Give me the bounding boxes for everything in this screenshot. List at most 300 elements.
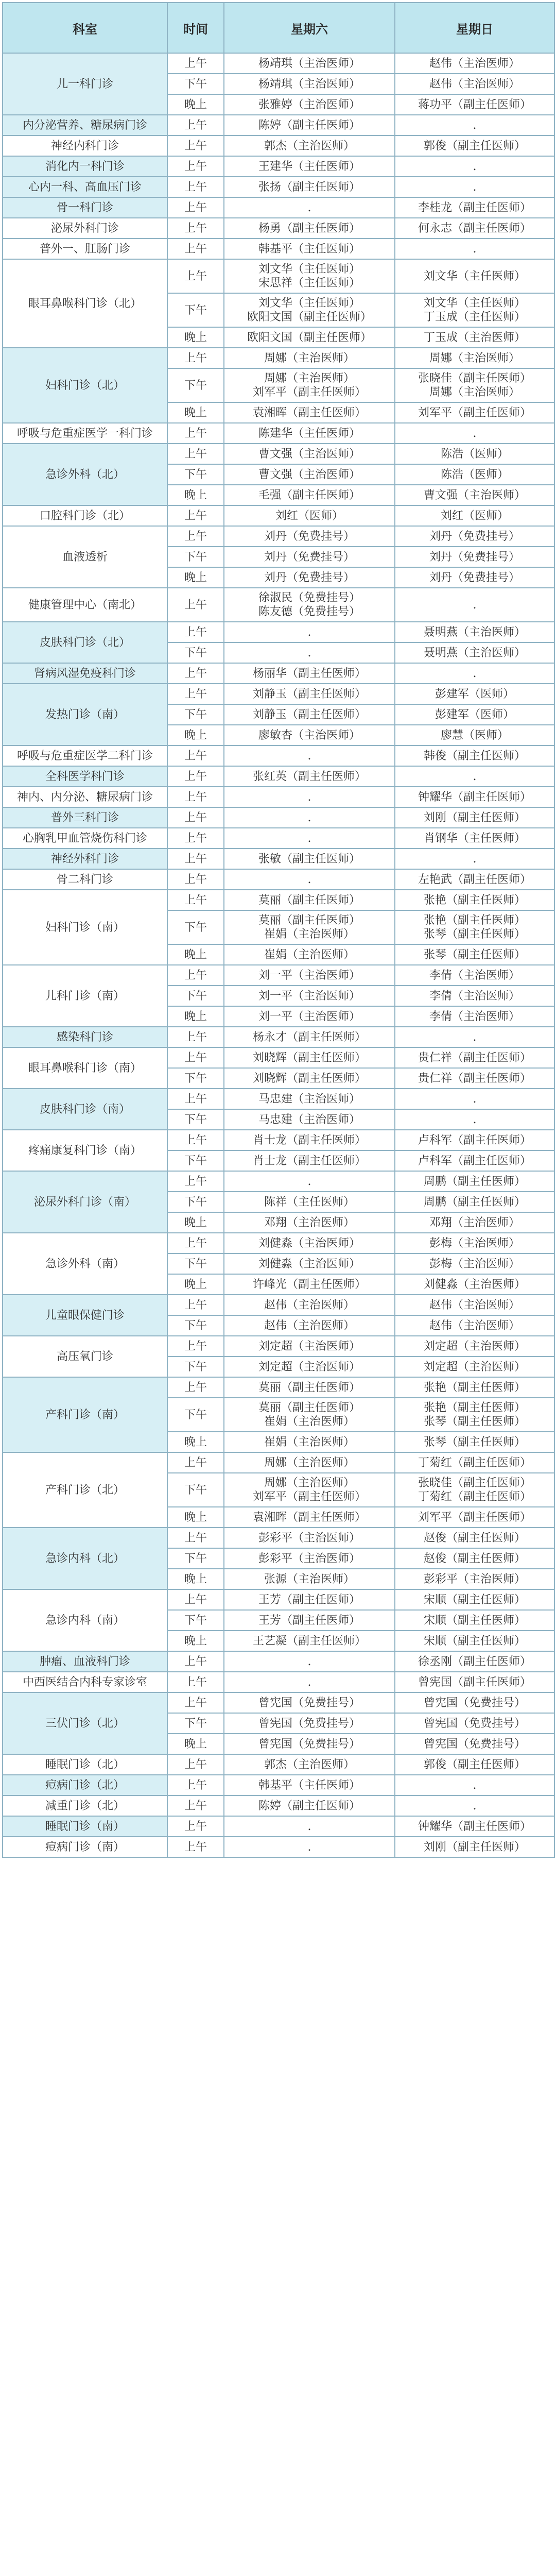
- table-row: [3, 218, 554, 239]
- session-time: 晚上: [167, 327, 224, 348]
- sunday-doctor-cell: [395, 1795, 554, 1816]
- sunday-doctor-cell: [395, 1569, 554, 1589]
- sunday-doctor-cell: [395, 1507, 554, 1528]
- doctor-entry: 刘定超（主治医师）: [423, 1340, 526, 1353]
- doctor-entry: 王艺凝（副主任医师）: [252, 1634, 366, 1648]
- doctor-entry: 赵伟（主治医师）: [264, 1298, 355, 1312]
- doctor-entry: 聂明燕（主治医师）: [423, 646, 526, 659]
- table-row: [3, 135, 554, 156]
- saturday-doctor-cell: [224, 1837, 395, 1857]
- session-time: 上午: [167, 1295, 224, 1315]
- department-name: 神经外科门诊: [3, 849, 167, 869]
- session-time: 上午: [167, 1837, 224, 1857]
- department-name: 皮肤科门诊（南）: [3, 1089, 167, 1130]
- doctor-entry: 张红英（副主任医师）: [252, 770, 366, 783]
- doctor-entry: 袁湘晖（副主任医师）: [252, 1511, 366, 1524]
- session-time: 下午: [167, 464, 224, 485]
- doctor-entry: .: [307, 873, 311, 886]
- doctor-entry: 刘文华（主任医师）: [423, 297, 526, 310]
- doctor-entry: 韩基平（主任医师）: [258, 1778, 360, 1792]
- doctor-entry: 曾宪国（免费挂号）: [423, 1717, 526, 1730]
- session-time: 上午: [167, 197, 224, 218]
- sunday-doctor-cell: [395, 1109, 554, 1130]
- saturday-doctor-cell: [224, 1548, 395, 1569]
- sunday-doctor-cell: [395, 1027, 554, 1047]
- doctor-entry: 李倩（主治医师）: [429, 969, 520, 982]
- doctor-entry: 卢科军（副主任医师）: [418, 1133, 531, 1147]
- doctor-entry: 肖士龙（副主任医师）: [252, 1154, 366, 1167]
- doctor-entry: 钟耀华（副主任医师）: [418, 1820, 531, 1833]
- header-department: 科室: [3, 3, 167, 53]
- table-row: [3, 745, 554, 766]
- saturday-doctor-cell: [224, 94, 395, 115]
- saturday-doctor-cell: [224, 156, 395, 177]
- doctor-entry: 廖慧（医师）: [440, 728, 509, 742]
- sunday-doctor-cell: [395, 787, 554, 807]
- doctor-entry: 徐淑民（免费挂号）: [258, 591, 360, 604]
- saturday-doctor-cell: [224, 1816, 395, 1837]
- saturday-doctor-cell: [224, 1377, 395, 1398]
- doctor-entry: .: [307, 790, 311, 804]
- doctor-entry: 崔娟（主治医师）: [264, 928, 355, 941]
- saturday-doctor-cell: [224, 1528, 395, 1548]
- doctor-entry: 赵俊（副主任医师）: [423, 1552, 526, 1565]
- table-row: [3, 1171, 554, 1192]
- doctor-entry: .: [307, 625, 311, 639]
- session-time: 上午: [167, 1672, 224, 1692]
- session-time: 下午: [167, 368, 224, 402]
- session-time: 上午: [167, 1795, 224, 1816]
- header-saturday: 星期六: [224, 3, 395, 53]
- department-name: 高压氧门诊: [3, 1336, 167, 1377]
- saturday-doctor-cell: [224, 423, 395, 444]
- department-name: 消化内一科门诊: [3, 156, 167, 177]
- doctor-entry: 周娜（主治医师）: [264, 372, 355, 385]
- session-time: 上午: [167, 177, 224, 197]
- department-name: 减重门诊（北）: [3, 1795, 167, 1816]
- department-name: 内分泌营养、糖尿病门诊: [3, 115, 167, 135]
- doctor-entry: .: [473, 598, 477, 612]
- doctor-entry: 徐丞刚（副主任医师）: [418, 1655, 531, 1668]
- saturday-doctor-cell: [224, 1610, 395, 1631]
- doctor-entry: 欧阳文国（副主任医师）: [247, 331, 372, 344]
- session-time: 下午: [167, 547, 224, 567]
- session-time: 上午: [167, 1130, 224, 1150]
- saturday-doctor-cell: [224, 526, 395, 547]
- doctor-entry: 曹文强（主治医师）: [258, 468, 360, 481]
- doctor-entry: .: [307, 1675, 311, 1689]
- doctor-entry: 张晓佳（副主任医师）: [418, 372, 531, 385]
- saturday-doctor-cell: [224, 464, 395, 485]
- doctor-entry: .: [473, 242, 477, 256]
- saturday-doctor-cell: [224, 1589, 395, 1610]
- sunday-doctor-cell: [395, 464, 554, 485]
- saturday-doctor-cell: [224, 1672, 395, 1692]
- sunday-doctor-cell: [395, 1171, 554, 1192]
- saturday-doctor-cell: [224, 1754, 395, 1775]
- doctor-entry: 曾宪国（副主任医师）: [418, 1675, 531, 1689]
- saturday-doctor-cell: [224, 1734, 395, 1754]
- doctor-entry: 张琴（副主任医师）: [423, 928, 526, 941]
- sunday-doctor-cell: [395, 965, 554, 986]
- session-time: 上午: [167, 1089, 224, 1109]
- session-time: 晚上: [167, 1274, 224, 1295]
- saturday-doctor-cell: [224, 1068, 395, 1089]
- doctor-entry: 张艳（副主任医师）: [423, 914, 526, 927]
- table-row: [3, 239, 554, 259]
- saturday-doctor-cell: [224, 1651, 395, 1672]
- doctor-entry: 赵伟（主治医师）: [429, 1319, 520, 1332]
- sunday-doctor-cell: [395, 1816, 554, 1837]
- saturday-doctor-cell: [224, 1047, 395, 1068]
- department-name: 骨二科门诊: [3, 869, 167, 890]
- department-name: 感染科门诊: [3, 1027, 167, 1047]
- department-name: 急诊内科（北）: [3, 1528, 167, 1589]
- sunday-doctor-cell: [395, 156, 554, 177]
- doctor-entry: 曾宪国（免费挂号）: [423, 1737, 526, 1751]
- saturday-doctor-cell: [224, 807, 395, 828]
- doctor-entry: 莫丽（副主任医师）: [258, 1381, 360, 1394]
- saturday-doctor-cell: [224, 766, 395, 787]
- session-time: 上午: [167, 869, 224, 890]
- saturday-doctor-cell: [224, 1027, 395, 1047]
- session-time: 上午: [167, 745, 224, 766]
- department-name: 痘病门诊（北）: [3, 1775, 167, 1795]
- doctor-entry: 周鹏（副主任医师）: [423, 1175, 526, 1188]
- doctor-entry: 陈友德（免费挂号）: [258, 605, 360, 618]
- saturday-doctor-cell: [224, 293, 395, 327]
- table-row: [3, 1692, 554, 1713]
- doctor-entry: 许峰光（副主任医师）: [252, 1278, 366, 1291]
- table-row: [3, 766, 554, 787]
- doctor-entry: 张艳（副主任医师）: [423, 1381, 526, 1394]
- saturday-doctor-cell: [224, 547, 395, 567]
- table-row: [3, 787, 554, 807]
- saturday-doctor-cell: [224, 642, 395, 663]
- doctor-entry: 欧阳文国（副主任医师）: [247, 311, 372, 324]
- doctor-entry: 彭梅（主治医师）: [429, 1236, 520, 1250]
- saturday-doctor-cell: [224, 890, 395, 910]
- session-time: 上午: [167, 807, 224, 828]
- doctor-entry: 李桂龙（副主任医师）: [418, 201, 531, 214]
- sunday-doctor-cell: [395, 910, 554, 944]
- table-header: [3, 3, 554, 53]
- saturday-doctor-cell: [224, 1692, 395, 1713]
- doctor-entry: .: [473, 1030, 477, 1044]
- table-row: [3, 1130, 554, 1150]
- sunday-doctor-cell: [395, 1253, 554, 1274]
- saturday-doctor-cell: [224, 684, 395, 704]
- doctor-entry: 郭俊（副主任医师）: [423, 139, 526, 152]
- doctor-entry: 杨靖琪（主治医师）: [258, 77, 360, 91]
- sunday-doctor-cell: [395, 1212, 554, 1233]
- department-name: 血液透析: [3, 526, 167, 588]
- sunday-doctor-cell: [395, 1432, 554, 1452]
- session-time: 晚上: [167, 94, 224, 115]
- saturday-doctor-cell: [224, 402, 395, 423]
- saturday-doctor-cell: [224, 1432, 395, 1452]
- doctor-entry: 杨靖琪（主治医师）: [258, 57, 360, 70]
- department-name: 呼吸与危重症医学二科门诊: [3, 745, 167, 766]
- session-time: 晚上: [167, 1432, 224, 1452]
- saturday-doctor-cell: [224, 986, 395, 1006]
- saturday-doctor-cell: [224, 485, 395, 505]
- sunday-doctor-cell: [395, 239, 554, 259]
- saturday-doctor-cell: [224, 135, 395, 156]
- doctor-entry: 廖敏杏（主治医师）: [258, 728, 360, 742]
- doctor-entry: 丁玉成（主治医师）: [423, 331, 526, 344]
- doctor-entry: 刘丹（免费挂号）: [264, 550, 355, 564]
- table-row: [3, 1837, 554, 1857]
- doctor-entry: 周娜（主治医师）: [429, 351, 520, 365]
- session-time: 上午: [167, 766, 224, 787]
- department-name: 肿瘤、血液科门诊: [3, 1651, 167, 1672]
- doctor-entry: 曹文强（主治医师）: [423, 488, 526, 502]
- doctor-entry: 郭杰（主治医师）: [264, 1758, 355, 1771]
- saturday-doctor-cell: [224, 1357, 395, 1377]
- saturday-doctor-cell: [224, 368, 395, 402]
- doctor-entry: 张琴（副主任医师）: [423, 1435, 526, 1449]
- session-time: 下午: [167, 1713, 224, 1734]
- sunday-doctor-cell: [395, 567, 554, 588]
- saturday-doctor-cell: [224, 1006, 395, 1027]
- department-name: 口腔科门诊（北）: [3, 505, 167, 526]
- sunday-doctor-cell: [395, 1398, 554, 1432]
- sunday-doctor-cell: [395, 944, 554, 965]
- doctor-entry: 聂明燕（主治医师）: [423, 625, 526, 639]
- saturday-doctor-cell: [224, 1795, 395, 1816]
- sunday-doctor-cell: [395, 890, 554, 910]
- sunday-doctor-cell: [395, 259, 554, 293]
- doctor-entry: 刘一平（主治医师）: [258, 1010, 360, 1023]
- doctor-entry: 贵仁祥（副主任医师）: [418, 1051, 531, 1064]
- doctor-entry: 刘定超（主治医师）: [258, 1340, 360, 1353]
- session-time: 上午: [167, 1651, 224, 1672]
- saturday-doctor-cell: [224, 1315, 395, 1336]
- doctor-entry: 杨丽华（副主任医师）: [252, 667, 366, 680]
- session-time: 晚上: [167, 1734, 224, 1754]
- session-time: 上午: [167, 849, 224, 869]
- department-name: 骨一科门诊: [3, 197, 167, 218]
- table-row: [3, 1816, 554, 1837]
- doctor-entry: 刘丹（免费挂号）: [264, 530, 355, 543]
- doctor-entry: 何永志（副主任医师）: [418, 222, 531, 235]
- session-time: 上午: [167, 1233, 224, 1253]
- doctor-entry: 刘定超（主治医师）: [423, 1360, 526, 1374]
- saturday-doctor-cell: [224, 259, 395, 293]
- table-row: [3, 1795, 554, 1816]
- table-row: [3, 684, 554, 704]
- sunday-doctor-cell: [395, 704, 554, 725]
- saturday-doctor-cell: [224, 1295, 395, 1315]
- saturday-doctor-cell: [224, 197, 395, 218]
- saturday-doctor-cell: [224, 1192, 395, 1212]
- doctor-entry: 贵仁祥（副主任医师）: [418, 1072, 531, 1085]
- doctor-entry: 张扬（副主任医师）: [258, 180, 360, 194]
- session-time: 下午: [167, 1610, 224, 1631]
- doctor-entry: 刘刚（副主任医师）: [423, 811, 526, 824]
- table-row: [3, 622, 554, 642]
- saturday-doctor-cell: [224, 910, 395, 944]
- doctor-entry: 郭俊（副主任医师）: [423, 1758, 526, 1771]
- header-time: 时间: [167, 3, 224, 53]
- session-time: 晚上: [167, 1569, 224, 1589]
- sunday-doctor-cell: [395, 74, 554, 94]
- saturday-doctor-cell: [224, 1233, 395, 1253]
- saturday-doctor-cell: [224, 944, 395, 965]
- session-time: 上午: [167, 218, 224, 239]
- doctor-entry: 邓翔（主治医师）: [264, 1216, 355, 1229]
- table-row: [3, 849, 554, 869]
- doctor-entry: 赵伟（主治医师）: [429, 1298, 520, 1312]
- session-time: 上午: [167, 787, 224, 807]
- doctor-entry: .: [473, 667, 477, 680]
- doctor-entry: .: [473, 427, 477, 440]
- saturday-doctor-cell: [224, 1150, 395, 1171]
- saturday-doctor-cell: [224, 704, 395, 725]
- saturday-doctor-cell: [224, 1130, 395, 1150]
- sunday-doctor-cell: [395, 1089, 554, 1109]
- saturday-doctor-cell: [224, 1109, 395, 1130]
- doctor-entry: 赵伟（主治医师）: [429, 77, 520, 91]
- table-row: [3, 1027, 554, 1047]
- doctor-entry: 韩俊（副主任医师）: [423, 749, 526, 762]
- table-row: [3, 444, 554, 464]
- session-time: 上午: [167, 156, 224, 177]
- doctor-entry: .: [307, 811, 311, 824]
- saturday-doctor-cell: [224, 567, 395, 588]
- doctor-entry: 杨勇（副主任医师）: [258, 222, 360, 235]
- sunday-doctor-cell: [395, 327, 554, 348]
- sunday-doctor-cell: [395, 293, 554, 327]
- saturday-doctor-cell: [224, 869, 395, 890]
- doctor-entry: 刘丹（免费挂号）: [429, 530, 520, 543]
- sunday-doctor-cell: [395, 1452, 554, 1473]
- saturday-doctor-cell: [224, 1473, 395, 1507]
- sunday-doctor-cell: [395, 1528, 554, 1548]
- session-time: 下午: [167, 1150, 224, 1171]
- sunday-doctor-cell: [395, 1610, 554, 1631]
- doctor-entry: .: [473, 180, 477, 194]
- doctor-entry: 陈浩（医师）: [440, 447, 509, 461]
- session-time: 上午: [167, 444, 224, 464]
- doctor-entry: 刘军平（副主任医师）: [418, 1511, 531, 1524]
- doctor-entry: .: [473, 160, 477, 173]
- doctor-entry: 马忠建（主治医师）: [258, 1092, 360, 1106]
- doctor-entry: 丁玉成（主任医师）: [423, 311, 526, 324]
- doctor-entry: .: [307, 646, 311, 659]
- department-name: 普外一、肛肠门诊: [3, 239, 167, 259]
- session-time: 上午: [167, 1589, 224, 1610]
- doctor-entry: .: [307, 1820, 311, 1833]
- doctor-entry: 张艳（副主任医师）: [423, 893, 526, 907]
- session-time: 上午: [167, 828, 224, 849]
- sunday-doctor-cell: [395, 402, 554, 423]
- department-name: 普外三科门诊: [3, 807, 167, 828]
- doctor-entry: .: [473, 770, 477, 783]
- saturday-doctor-cell: [224, 239, 395, 259]
- sunday-doctor-cell: [395, 1692, 554, 1713]
- sunday-doctor-cell: [395, 869, 554, 890]
- session-time: 上午: [167, 53, 224, 74]
- session-time: 上午: [167, 348, 224, 368]
- doctor-entry: 彭彩平（主治医师）: [258, 1552, 360, 1565]
- doctor-entry: 刘健淼（主治医师）: [258, 1257, 360, 1270]
- doctor-entry: 刘文华（主任医师）: [258, 263, 360, 276]
- session-time: 下午: [167, 986, 224, 1006]
- doctor-entry: 刘一平（主治医师）: [258, 989, 360, 1003]
- doctor-entry: 李倩（主治医师）: [429, 989, 520, 1003]
- sunday-doctor-cell: [395, 115, 554, 135]
- saturday-doctor-cell: [224, 327, 395, 348]
- session-time: 上午: [167, 663, 224, 684]
- session-time: 下午: [167, 642, 224, 663]
- session-time: 晚上: [167, 1006, 224, 1027]
- doctor-entry: 杨永才（副主任医师）: [252, 1030, 366, 1044]
- doctor-entry: .: [473, 1113, 477, 1126]
- sunday-doctor-cell: [395, 588, 554, 622]
- department-name: 妇科门诊（北）: [3, 348, 167, 423]
- table-row: [3, 156, 554, 177]
- sunday-doctor-cell: [395, 1295, 554, 1315]
- doctor-entry: 莫丽（副主任医师）: [258, 1401, 360, 1414]
- department-name: 神内、内分泌、糖尿病门诊: [3, 787, 167, 807]
- doctor-entry: .: [307, 201, 311, 214]
- sunday-doctor-cell: [395, 53, 554, 74]
- saturday-doctor-cell: [224, 745, 395, 766]
- doctor-entry: 卢科军（副主任医师）: [418, 1154, 531, 1167]
- sunday-doctor-cell: [395, 505, 554, 526]
- session-time: 上午: [167, 239, 224, 259]
- saturday-doctor-cell: [224, 74, 395, 94]
- saturday-doctor-cell: [224, 1253, 395, 1274]
- doctor-entry: 刘健淼（主治医师）: [258, 1236, 360, 1250]
- doctor-entry: 韩基平（主任医师）: [258, 242, 360, 256]
- table-row: [3, 423, 554, 444]
- doctor-entry: 刘晓辉（副主任医师）: [252, 1072, 366, 1085]
- table-row: [3, 526, 554, 547]
- session-time: 上午: [167, 1775, 224, 1795]
- sunday-doctor-cell: [395, 745, 554, 766]
- saturday-doctor-cell: [224, 53, 395, 74]
- doctor-entry: .: [307, 749, 311, 762]
- department-name: 急诊内科（南）: [3, 1589, 167, 1651]
- sunday-doctor-cell: [395, 1713, 554, 1734]
- table-row: [3, 1336, 554, 1357]
- department-name: 痘病门诊（南）: [3, 1837, 167, 1857]
- sunday-doctor-cell: [395, 1631, 554, 1651]
- sunday-doctor-cell: [395, 1377, 554, 1398]
- session-time: 晚上: [167, 1507, 224, 1528]
- department-name: 心胸乳甲血管烧伤科门诊: [3, 828, 167, 849]
- session-time: 上午: [167, 1171, 224, 1192]
- doctor-entry: 刘一平（主治医师）: [258, 969, 360, 982]
- doctor-entry: 周娜（主治医师）: [264, 1477, 355, 1489]
- department-name: 泌尿外科门诊（南）: [3, 1171, 167, 1233]
- table-row: [3, 348, 554, 368]
- doctor-entry: 周娜（主治医师）: [429, 386, 520, 399]
- session-time: 下午: [167, 74, 224, 94]
- session-time: 晚上: [167, 485, 224, 505]
- sunday-doctor-cell: [395, 1775, 554, 1795]
- saturday-doctor-cell: [224, 218, 395, 239]
- doctor-entry: 丁菊红（副主任医师）: [418, 1456, 531, 1469]
- saturday-doctor-cell: [224, 849, 395, 869]
- doctor-entry: 宋思祥（主任医师）: [258, 277, 360, 290]
- department-name: 健康管理中心（南北）: [3, 588, 167, 622]
- department-name: 疼痛康复科门诊（南）: [3, 1130, 167, 1171]
- doctor-entry: 刘军平（副主任医师）: [252, 1490, 366, 1503]
